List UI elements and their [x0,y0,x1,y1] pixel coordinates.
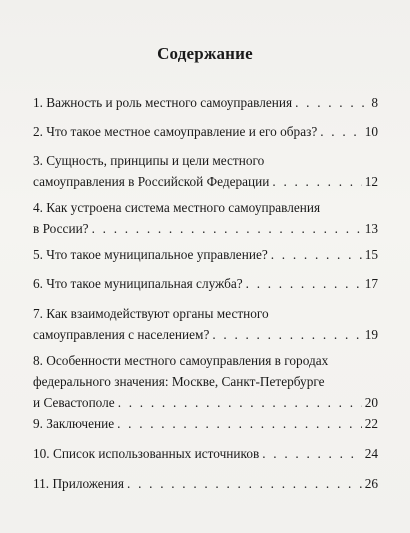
toc-entry-text: в России? [33,221,89,236]
dot-leader [320,121,361,142]
dot-leader [295,92,368,113]
toc-entry-text: федерального значения: Москве, Санкт-Петербурге [33,374,325,389]
toc-entry-text: 10. Список использованных источников [33,446,260,461]
dot-leader [117,413,362,434]
toc-entry-text: и Севастополе [33,395,115,410]
toc-entry-text: 6. Что такое муниципальная служба? [33,276,243,291]
toc-entry-text: 2. Что такое местное самоуправление и его образ? [33,124,318,139]
toc-entry-1 [33,92,378,113]
dot-leader [212,324,361,345]
toc-entry-10 [33,443,378,464]
dot-leader [92,218,362,239]
toc-page-number: 15 [364,247,378,262]
toc-entry-7 [33,303,378,345]
toc-entry-4 [33,197,378,239]
toc-entry-8 [33,350,378,413]
dot-leader [246,273,362,294]
toc-entry-text: самоуправления в Российской Федерации [33,174,270,189]
toc-page-number: 20 [364,395,378,410]
toc-entry-text: 1. Важность и роль местного самоуправления [33,95,293,110]
toc-entry-text: 9. Заключение [33,416,115,431]
toc-entry-6 [33,273,378,294]
toc-entry-3 [33,150,378,192]
toc-page-number: 24 [364,446,378,461]
toc-page-number: 13 [364,221,378,236]
toc-entry-text: 11. Приложения [33,476,125,491]
dot-leader [271,244,362,265]
toc-entry-text: 3. Сущность, принципы и цели местного [33,153,265,168]
toc-entry-text: 7. Как взаимодействуют органы местного [33,306,269,321]
toc-entry-text: 4. Как устроена система местного самоуправления [33,200,321,215]
dot-leader [262,443,361,464]
toc-page-number: 17 [364,276,378,291]
dot-leader [272,171,361,192]
toc-page-number: 26 [364,476,378,491]
toc-page-number: 10 [364,124,378,139]
toc-entry-text: 8. Особенности местного самоуправления в городах [33,353,329,368]
toc-page-number: 12 [364,174,378,189]
dot-leader [118,392,362,413]
toc-page-number: 8 [371,95,378,110]
toc-entry-5 [33,244,378,265]
page-title: Содержание [157,44,253,63]
toc-page-number: 19 [364,327,378,342]
toc-page-number: 22 [364,416,378,431]
dot-leader [127,473,362,494]
toc-entry-2 [33,121,378,142]
toc-entry-text: самоуправления с населением? [33,327,210,342]
toc-entry-text: 5. Что такое муниципальное управление? [33,247,268,262]
toc-entry-11 [33,473,378,494]
toc-entry-9 [33,413,378,434]
